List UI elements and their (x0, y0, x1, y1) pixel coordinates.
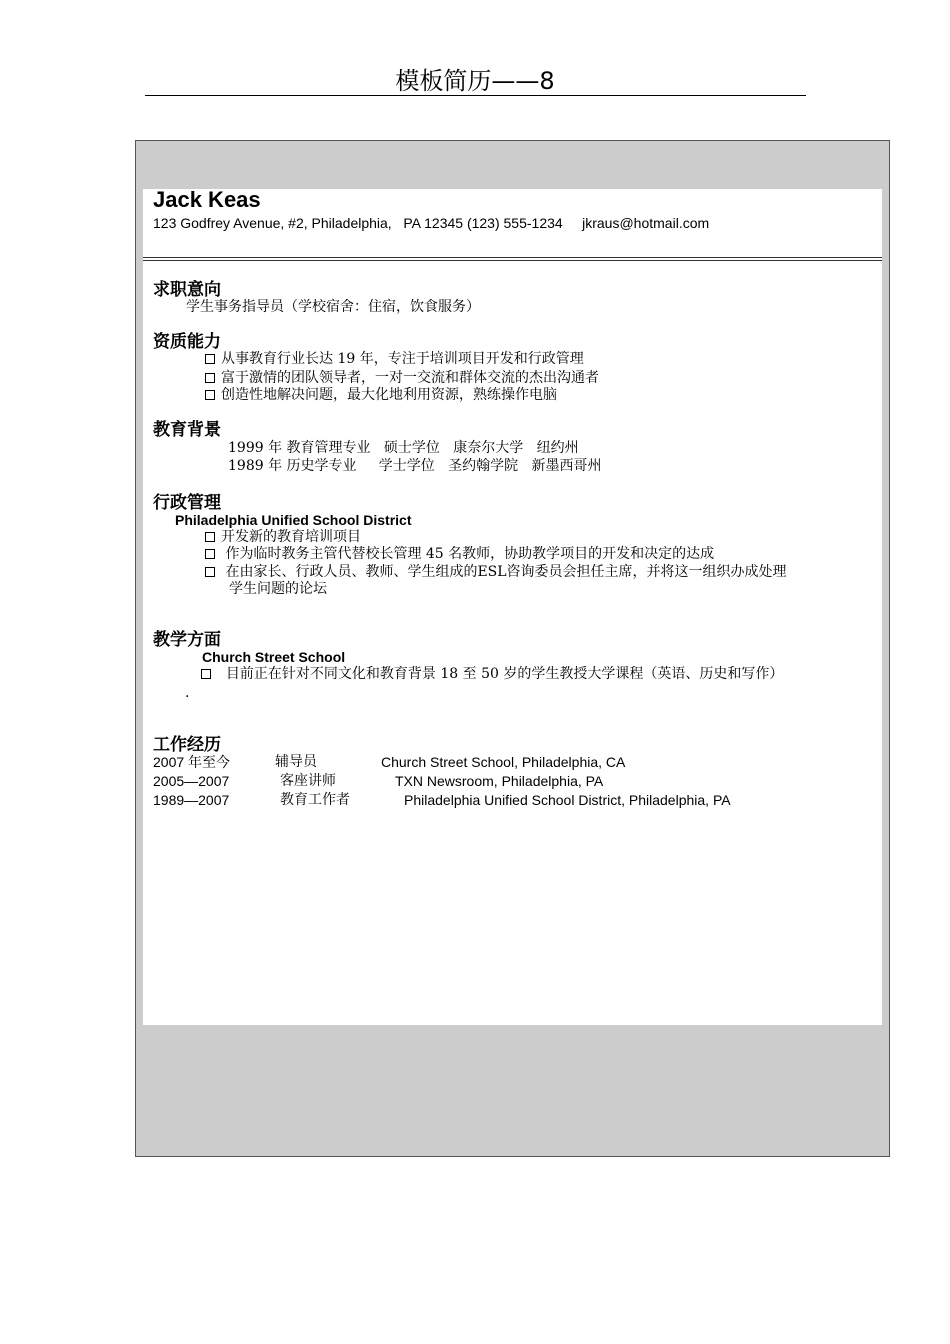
administration-item: 开发新的教育培训项目 (205, 528, 361, 546)
objective-text: 学生事务指导员（学校宿舍：住宿，饮食服务） (186, 299, 480, 315)
objective-heading: 求职意向 (153, 280, 221, 300)
header-divider (143, 257, 882, 261)
document-title: 模板简历——8 (395, 67, 555, 95)
checkbox-bullet-icon (205, 567, 215, 577)
administration-org: Philadelphia Unified School District (175, 512, 412, 528)
teaching-item: 目前正在针对不同文化和教育背景 18 至 50 岁的学生教授大学课程（英语、历史和写作） (201, 665, 783, 683)
administration-heading: 行政管理 (153, 493, 221, 513)
qualification-item: 创造性地解决问题，最大化地利用资源，熟练操作电脑 (205, 386, 557, 404)
work-role: 客座讲师 (280, 773, 336, 789)
title-underline (145, 95, 806, 96)
work-period: 1989—2007 (153, 792, 230, 808)
contact-info: 123 Godfrey Avenue, #2, Philadelphia, PA 12345 (123) 555-1234 jkraus@hotmail.com (153, 215, 710, 231)
administration-item: 在由家长、行政人员、教师、学生组成的ESL咨询委员会担任主席，并将这一组织办成处理 (205, 563, 787, 581)
work-place: Philadelphia Unified School District, Philadelphia, PA (404, 792, 731, 808)
work-role: 辅导员 (275, 754, 317, 770)
qualifications-heading: 资质能力 (153, 332, 221, 352)
administration-item: 作为临时教务主管代替校长管理 45 名教师，协助教学项目的开发和决定的达成 (205, 545, 714, 563)
administration-item-continued: 学生问题的论坛 (229, 581, 327, 597)
education-item: 1989 年 历史学专业 学士学位 圣约翰学院 新墨西哥州 (228, 458, 602, 474)
checkbox-bullet-icon (205, 549, 215, 559)
work-period: 2005—2007 (153, 773, 230, 789)
teaching-heading: 教学方面 (153, 630, 221, 650)
qualification-item: 富于激情的团队领导者，一对一交流和群体交流的杰出沟通者 (205, 369, 599, 387)
candidate-name: Jack Keas (153, 187, 261, 212)
checkbox-bullet-icon (201, 669, 211, 679)
teaching-org: Church Street School (202, 649, 346, 665)
education-heading: 教育背景 (153, 420, 221, 440)
checkbox-bullet-icon (205, 354, 215, 364)
work-heading: 工作经历 (153, 735, 221, 755)
work-role: 教育工作者 (280, 792, 350, 808)
education-item: 1999 年 教育管理专业 硕士学位 康奈尔大学 纽约州 (228, 440, 579, 456)
checkbox-bullet-icon (205, 373, 215, 383)
work-period: 2007 年至今 (153, 754, 231, 770)
checkbox-bullet-icon (205, 390, 215, 400)
teaching-item-period: . (185, 685, 190, 701)
qualification-item: 从事教育行业长达 19 年，专注于培训项目开发和行政管理 (205, 350, 584, 368)
work-place: TXN Newsroom, Philadelphia, PA (395, 773, 604, 789)
checkbox-bullet-icon (205, 532, 215, 542)
work-place: Church Street School, Philadelphia, CA (381, 754, 626, 770)
